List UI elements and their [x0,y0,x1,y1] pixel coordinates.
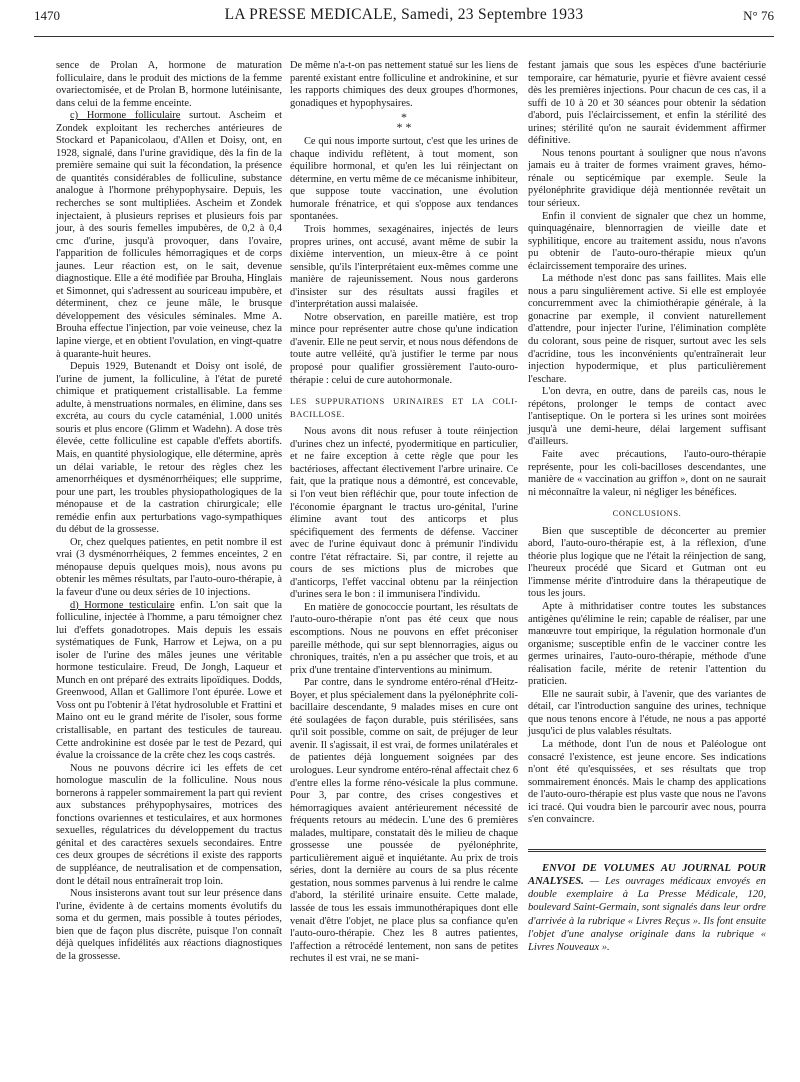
paragraph-text: enfin. L'on sait que la folliculine, injectée à l'homme, a paru témoigner chez lui d'effets gonadotropes. Mais depuis les essais systématiques de Funk, Harrow et Lejwa, on a pu isoler de l'urine des mâles jeunes une véritable hormone testiculaire. Freud, De Jongh, Laqueur et Munch en ont préparé des extraits lipoïdiques. Dodds, Greenwood, Allan et Gallimore l'ont épurée. Lowe et Voss ont pu l'obtenir à l'état hydrosoluble et Frattini et Maino ont eu le grand mérite de l'isoler, sous forme cristallisable, en partant des testicules de taureau. Cette androkinine est dosée par le test de Pezard, qui évalue la croissance de la crête chez les coqs castrés. [56,599,282,762]
paragraph: sence de Prolan A, hormone de maturation folliculaire, dans le produit des mictions de la femme ovariectomisée, et de Prolan B, hormone lutéinisante, dans celui de la femme enceinte. [56,60,282,109]
section-title: CONCLUSIONS. [612,508,682,519]
section-separator [290,110,518,135]
page-number: 1470 [34,8,60,23]
inline-heading: c) Hormone folliculaire [70,110,181,122]
paragraph: Nous avons dit nous refuser à toute réinjection d'urines chez un infecté, pyodermitique en particulier, et ne faire exception à cette règle que pour les bactérioses, affectant électivement l'arbre urinaire. Ce fait, que la pratique nous a démontré, est concevable, si l'on veut bien réfléchir que, pour toute infection de l'économie épargnant le tractus uro-génital, l'urine élimine avant tout des anticorps et plus spécifiquement des ferments de défense. Vacciner avec de l'urine équivaut donc à prémunir l'individu contre l'état réfractaire. Si, par contre, il rejette au cours de ses mictions plus de microbes que d'anticorps, l'effet vaccinal obtenu par la réinjection d'urines sera le bon : il immunisera l'individu. [290,426,518,601]
journal-title: LA PRESSE MEDICALE, Samedi, 23 Septembre 1933 [224,6,584,23]
paragraph: festant jamais que sous les espèces d'une bactériurie temporaire, car hématurie, pyurie et fièvre avaient cessé dès les premières injections. Pour chacun de ces cas, il a suffi de 10 à 20 et 30 séances pour obtenir la sédation d'abord, puis l'éclaircissement, et enfin la stérilité des urines; stérilité qu'on ne saurait évidemment affirmer définitive. [528,60,766,147]
paragraph: Elle ne saurait subir, à l'avenir, que des variantes de détail, car l'introduction sanguine des urines, technique que nous tenons encore à l'étude, ne nous a pas apporté jusqu'ici de plus valables résultats. [528,688,766,738]
notice-box [528,862,766,954]
notice-rule [528,849,766,852]
paragraph: L'on devra, en outre, dans de pareils cas, nous le répétons, prolonger le temps de contact avec l'antiseptique. On le portera si les urines sont moirées jusqu'à une demi-heure, délai largement suffisant d'ailleurs. [528,386,766,448]
notice-text: — Les ouvrages médicaux envoyés en double exemplaire à La Presse Médicale, 120, boulevard Saint-Germain, sont signalés dans leur ordre d'arrivée à la rubrique « Livres Reçus ». Ils font ensuite l'objet d'une analyse originale dans la rubrique « Livres Nouveaux ». [528,876,766,954]
paragraph: Nous tenons pourtant à souligner que nous n'avons jamais eu à traiter de formes vraiment graves, hémo-rénale ou septicémique par exemple. Seule la pyélonéphrite gravidique déjà mentionnée revêtait un tour sérieux. [528,147,766,210]
paragraph: La méthode n'est donc pas sans faillites. Mais elle nous a paru singulièrement active. Si elle est employée concurremment avec la chimiothérapie générale, à la gonacrine par exemple, il convient naturellement d'attendre, pour injecter l'urine, l'élimination complète du colorant, sous peine de risquer, surtout avec les sels d'acridine, tous les inconvénients qu'entraînerait leur injection hypodermique, et plus particulièrement l'eschare. [528,273,766,385]
paragraph: Or, chez quelques patientes, en petit nombre il est vrai (3 dysménorrhéiques, 2 femmes enceintes, 2 en ménopause depuis quelques mois), nous avons pu obtenir les mêmes résultats, par l'auto-ouro-thérapie, à la faveur d'une ou deux séries de 10 injections. [56,536,282,598]
star-bottom: * * [396,120,412,135]
paragraph-text: surtout. Ascheim et Zondek exploitant les recherches antérieures de Stockard et Papanicolaou, d'Allen et Doisy, ont, en 1928, signalé, dans l'urine gravidique, dès la fin de la première semaine qui suit la fécondation, la présence de quantités considérables de folliculine, substance analogue à l'hormone préhypophysaire. Depuis, les recherches se sont multipliées. Ascheim et Zondek injectaient, à plusieurs reprises et plusieurs fois par jour, à des souris femelles impubères, de 0,2 à 0,4 cmc d'urine, jusqu'à provoquer, dans l'ovaire, l'apparition de follicules hémorragiques et de corps jaunes. Leur réaction est, on le sait, devenue diagnostique. Elle a été modifiée par Brouha, Hinglais et Simonnet, qui s'adressent au souriceau impubère, et déterminent, chez ce jeune mâle, le brusque développement des vésicules séminales. Mme A. Brouha effectue l'injection, par voie veineuse, chez la lapine vierge, et en obtient l'ovulation, en vingt-quatre à quarante-huit heures. [56,110,282,360]
paragraph: Ce qui nous importe surtout, c'est que les urines de chaque individu reflètent, à tout moment, son équilibre hormonal, et qu'en les lui réinjectant on détermine, en vertu même de ce mécanisme inhibiteur, que suppose toute vaccination, une évolution humorale frénatrice, et qui s'oppose aux tendances spontanées. [290,136,518,223]
header-rule [34,36,774,37]
paragraph: Notre observation, en pareille matière, est trop mince pour représenter autre chose qu'une indication d'avenir. Elle ne peut servir, et nous nous défendons de toute autre velléité, qu'à justifier le terme par nous proposé pour qualifier grossièrement l'auto-ouro-thérapie : celui de cure autohormonale. [290,311,518,386]
paragraph: Nous insisterons avant tout sur leur présence dans l'urine, évidente à de certains moments évolutifs du soma et du germen, mais possible à toutes périodes, bien que de façon plus discrète, puisque l'on connaît déjà quelques infidélités aux réactions diagnostiques de la grossesse. [56,888,282,962]
paragraph-folliculine [56,110,282,361]
paragraph: Depuis 1929, Butenandt et Doisy ont isolé, de l'urine de jument, la folliculine, à l'état de pureté chimique et pratiquement cristallisable. La femme adulte, à menstruations normales, en élimine, dans ses excréta, au cours du cycle cataménial, 1.000 unités souris et plus encore (Glimm et Wadehn). A dose très élevée, cette folliculine est capable d'effets abortifs. Mais, en quantité physiologique, elle détermine, après un délai variable, le retour des règles chez les amenorrhéiques et dysménorrhéiques; elle supprime, pour une part, les troubles physiopathologiques de la ménopause et de la castration chirurgicale; elle remédie enfin aux perturbations vago-sympathiques du début de la grossesse. [56,361,282,536]
star-top: * [401,110,407,125]
column-1 [56,60,282,963]
paragraph: Trois hommes, sexagénaires, injectés de leurs propres urines, ont accusé, avant même de subir la dixième intervention, un mieux-être à ce point sensible, qu'ils l'interprétaient eux-mêmes comme une manière de rajeunissement. Nous nous garderons d'insister sur des résultats aussi fragiles et d'interprétation aussi malaisée. [290,224,518,311]
paragraph: Bien que susceptible de déconcerter au premier abord, l'auto-ouro-thérapie est, à la réflexion, d'une théorie plus logique que ne l'était la réinjection de sang, l'heureux procédé que Sicard et Gutman ont eu l'immense mérite d'introduire dans la thérapeutique de tous les jours. [528,525,766,600]
paragraph-testiculaire [56,600,282,763]
issue-number: N° 76 [743,8,774,23]
page-header [34,6,774,30]
paragraph: Faite avec précautions, l'auto-ouro-thérapie représente, pour les coli-bacilloses descendantes, une manière de « vaccination au griffon », dont on ne saurait ni méconnaître la valeur, ni négliger les bénéfices. [528,448,766,498]
paragraph: Apte à mithridatiser contre toutes les substances antigènes qu'élimine le rein; capable de réaliser, par une manœuvre tout empirique, la régulation hormonale d'un organisme; susceptible enfin de le vacciner contre les germes urinaires, l'auto-ouro-thérapie, méthode d'une réalisation facile, mérite de retenir l'attention du praticien. [528,600,766,688]
paragraph: Par contre, dans le syndrome entéro-rénal d'Heitz-Boyer, et plus spécialement dans la pyélonéphrite coli-bacillaire descendante, 9 malades mises en cure ont été soulagées de façon durable, puis stérilisées, sans qu'il soit possible, comme on sait, de préjuger de leur avenir. Il s'agissait, il est vrai, de formes unilatérales et de patientes déjà longuement soignées par des urologues. Leur syndrome entéro-rénal affectait chez 6 d'entre elles la forme réno-vésicale la plus commune. Pour 3, par contre, des crises congestives et hémorragiques avaient antérieurement nécessité de fréquents retours au médecin. L'une des 6 premières malades, multipare, constatait dès le milieu de chaque grossesse une poussée de pyélonéphrite, particulièrement aiguë et inquiétante. Au prix de trois séries, dont la dernière au cours de sa plus récente gestation, nous sommes parvenus à lui rendre le calme d'abord, la stérilité urinaire ensuite. Cette malade, lassée de tous les essais immunothérapiques dont elle venait d'être l'objet, ne place plus sa confiance qu'en l'auto-ouro-thérapie. Chez les 8 autres patientes, l'affection a rétrocédé lentement, non sans de petites rechutes il est vrai, ne se mani- [290,677,519,965]
paragraph: Enfin il convient de signaler que chez un homme, quinquagénaire, blennorragien de vieille date et syphilitique, encore au traitement assidu, nous n'avons pu obtenir de l'auto-ouro-thérapie mieux qu'un éclaircissement temporaire des urines. [528,210,766,272]
paragraph: La méthode, dont l'un de nous et Paléologue ont consacré l'existence, est jeune encore. Ses indications n'ont été qu'esquissées, et ses résultats que trop sommairement énoncés. Mais le champ des applications de l'auto-ouro-thérapie est plus vaste que nous ne l'avons ici tracé. Qui voudra bien le parcourir avec nous, pourra s'en convaincre. [528,738,766,826]
paragraph: De même n'a-t-on pas nettement statué sur les liens de parenté existant entre folliculine et androkinine, et sur les rapports chimiques des deux groupes d'hormones, gonadiques et hypophysaires. [290,60,518,109]
notice-title: ENVOI DE VOLUMES AU JOURNAL POUR ANALYSES. [528,862,766,888]
inline-heading: d) Hormone testiculaire [70,599,175,611]
column-2 [290,60,518,966]
paragraph: Nous ne pouvons décrire ici les effets de cet homologue masculin de la folliculine. Nous nous bornerons à rappeler sommairement la part qui revient aux substances préhypophysaires, motrices des fonctions ovariennes et testiculaires, et aux hormones sexuelles, régulatrices du développement du tractus génital et des caractères sexuels secondaires. Entre ces deux groupes de sécrétions il existe des rapports de suppléance, de neutralisation et de compensation, dont le détail nous entraînerait trop loin. [56,762,282,887]
column-3 [528,60,766,954]
section-title: LES SUPPURATIONS URINAIRES ET LA COLI-BACILLOSE. [290,396,518,419]
paragraph: En matière de gonococcie pourtant, les résultats de l'auto-ouro-thérapie n'ont pas été ceux que nous escomptions. Nous ne pouvons en effet préconiser pareille méthode, qui sur sept blennorragies, aigus ou chroniques, traités, n'en a pu assécher que trois, et au prix d'une trentaine d'interventions au minimum. [290,601,518,676]
